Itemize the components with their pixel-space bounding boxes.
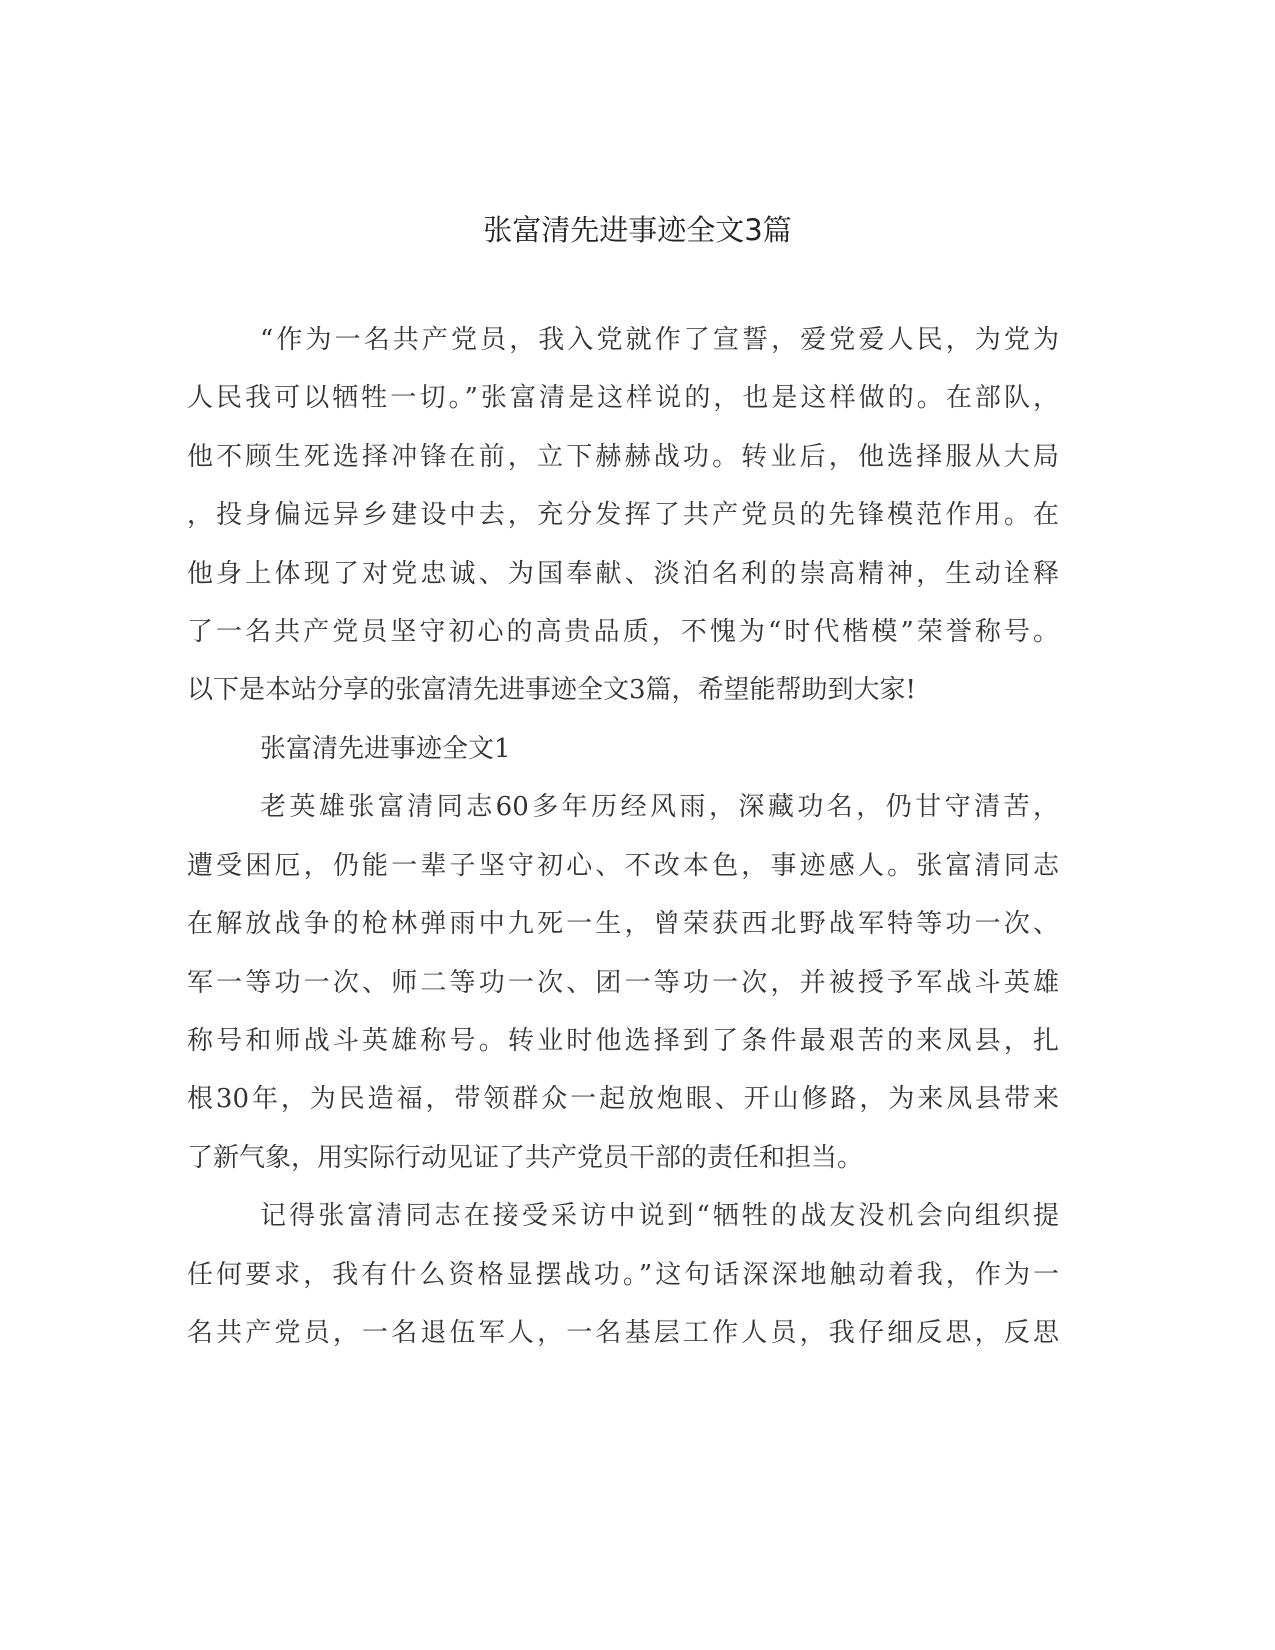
paragraph-line: 军一等功一次、师二等功一次、团一等功一次，并被授予军战斗英雄 <box>187 968 1059 998</box>
paragraph-line: 老英雄张富清同志60多年历经风雨，深藏功名，仍甘守清苦， <box>260 792 1059 822</box>
paragraph-line: 遭受困厄，仍能一辈子坚守初心、不改本色，事迹感人。张富清同志 <box>187 851 1059 881</box>
paragraph-line: 任何要求，我有什么资格显摆战功。”这句话深深地触动着我，作为一 <box>187 1260 1059 1290</box>
paragraph-line: 他不顾生死选择冲锋在前，立下赫赫战功。转业后，他选择服从大局 <box>187 442 1059 472</box>
paragraph-line: ，投身偏远异乡建设中去，充分发挥了共产党员的先锋模范作用。在 <box>187 500 1059 530</box>
paragraph-line: 了一名共产党员坚守初心的高贵品质，不愧为“时代楷模”荣誉称号。 <box>187 617 1059 647</box>
paragraph-line: 名共产党员，一名退伍军人，一名基层工作人员，我仔细反思，反思 <box>187 1318 1059 1348</box>
paragraph-line: 他身上体现了对党忠诚、为国奉献、淡泊名利的崇高精神，生动诠释 <box>187 559 1059 589</box>
paragraph-line: 记得张富清同志在接受采访中说到“牺牲的战友没机会向组织提 <box>260 1201 1059 1231</box>
paragraph-line: 称号和师战斗英雄称号。转业时他选择到了条件最艰苦的来凤县，扎 <box>187 1026 1059 1056</box>
paragraph-line: “作为一名共产党员，我入党就作了宣誓，爱党爱人民，为党为 <box>260 325 1059 355</box>
paragraph-line: 了新气象，用实际行动见证了共产党员干部的责任和担当。 <box>187 1143 864 1173</box>
paragraph-line: 在解放战争的枪林弹雨中九死一生，曾荣获西北野战军特等功一次、 <box>187 909 1059 939</box>
page-title: 张富清先进事迹全文3篇 <box>483 213 792 247</box>
paragraph-line: 人民我可以牺牲一切。”张富清是这样说的，也是这样做的。在部队， <box>187 383 1059 413</box>
paragraph-line: 根30年，为民造福，带领群众一起放炮眼、开山修路，为来凤县带来 <box>187 1084 1059 1114</box>
paragraph-line: 以下是本站分享的张富清先进事迹全文3篇，希望能帮助到大家! <box>187 675 916 705</box>
section-heading: 张富清先进事迹全文1 <box>260 734 511 764</box>
